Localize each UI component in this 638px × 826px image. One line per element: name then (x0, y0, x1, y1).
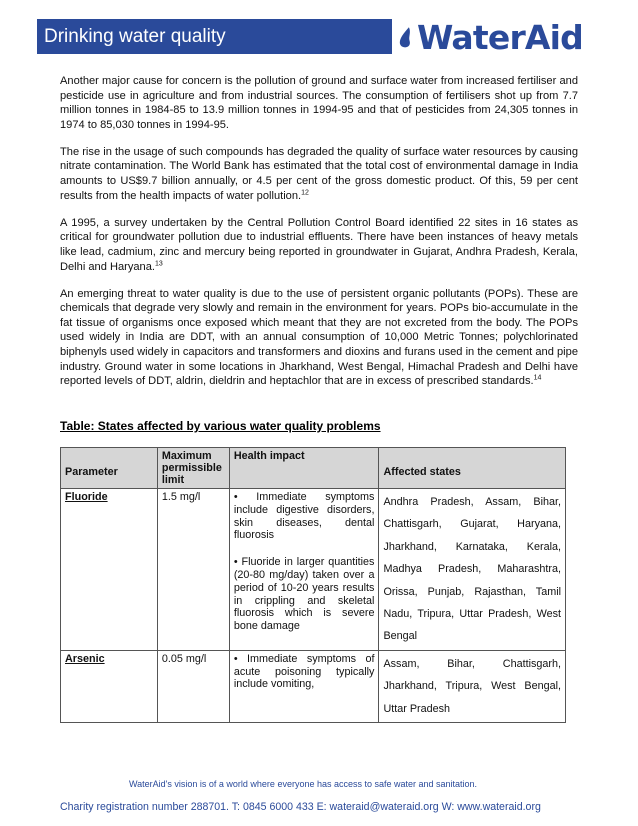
body-text (60, 74, 578, 401)
impact-item: • Fluoride in larger quantities (20-80 mg/day) taken over a period of 10-20 years results in crippling and skeletal fluorosis which is severe bone damage (234, 556, 375, 633)
header-health-impact: Health impact (229, 448, 379, 489)
header-title-bar (37, 19, 392, 54)
table-title: Table: States affected by various water quality problems (60, 419, 381, 433)
limit-cell: 0.05 mg/l (157, 650, 229, 722)
contact-footer: Charity registration number 288701. T: 0845 6000 433 E: wateraid@wateraid.org W: www.wateraid.org (60, 801, 541, 813)
parameter-cell: Arsenic (61, 650, 158, 722)
document-title: Drinking water quality (44, 26, 226, 47)
footnote-ref[interactable]: 12 (301, 188, 309, 196)
water-drop-icon (398, 19, 415, 55)
vision-statement: WaterAid's vision is of a world where everyone has access to safe water and sanitation. (129, 779, 478, 789)
impact-item: • Immediate symptoms include digestive disorders, skin diseases, dental fluorosis (234, 491, 375, 542)
footnote-ref[interactable]: 14 (533, 374, 542, 382)
wateraid-logo (398, 15, 583, 59)
footnote-ref[interactable]: 13 (154, 259, 163, 267)
table-row (61, 650, 566, 722)
states-table (60, 447, 566, 723)
impact-item: • Immediate symptoms of acute poisoning typically include vomiting, (234, 653, 375, 691)
health-impact-cell (229, 489, 379, 651)
paragraph-2: The rise in the usage of such compounds has degraded the quality of surface water resources by causing nitrate contamination. The World Bank has estimated that the total cost of environmental damage in India amounts to US$9.7 billion annually, or 4.5 per cent of the gross domestic product. Of this, 59 per cent results from the health impacts of water pollution.$^{12}$ (60, 145, 578, 202)
table-row (61, 489, 566, 651)
header-parameter: Parameter (61, 448, 158, 489)
affected-states-cell: Andhra Pradesh, Assam, Bihar, Chattisgarh, Gujarat, Haryana, Jharkhand, Karnataka, Kerala, Madhya Pradesh, Maharashtra, Orissa, Punjab, Rajasthan, Tamil Nadu, Tripura, Uttar Pradesh, West Bengal (379, 489, 566, 651)
health-impact-cell (229, 650, 379, 722)
logo-wordmark: WaterAid (417, 17, 583, 57)
paragraph-1: Another major cause for concern is the pollution of ground and surface water from increased fertiliser and pesticide use in agriculture and from industrial sources. The consumption of fertilisers shot up from 7.7 million tonnes in 1984-85 to 13.9 million tonnes in 1994-95 and that of pesticides from 24,305 tonnes in 1974 to 85,030 tonnes in 1994-95. (60, 75, 578, 131)
header-affected-states: Affected states (379, 448, 566, 489)
paragraph-3: A 1995, a survey undertaken by the Central Pollution Control Board identified 22 sites in 16 states as critical for groundwater pollution due to industrial effluents. There have been instances of heavy metals like lead, cadmium, zinc and mercury being reported in groundwater in Gujarat, Andhra Pradesh, Kerala, Delhi and Haryana.$^{13}$ (60, 216, 578, 273)
paragraph-4: An emerging threat to water quality is due to the use of persistent organic pollutants (POPs). These are chemicals that degrade very slowly and remain in the environment for years. POPs bio-accumulate in the fat tissue of organisms once exposed which meant that they are not excreted from the body. The POPs used widely in India are DDT, with an annual consumption of 10,000 Metric Tonnes; polychlorinated biphenyls used widely in capacitors and transformers and dioxins and furans used in the cement and pipe industry. Ground water in some locations in Jharkhand, West Bengal, Himachal Pradesh and Delhi have reported levels of DDT, aldrin, dieldrin and heptachlor that are in excess of prescribed standards.$^{14}$ (60, 287, 578, 388)
limit-cell: 1.5 mg/l (157, 489, 229, 651)
affected-states-cell: Assam, Bihar, Chattisgarh, Jharkhand, Tripura, West Bengal, Uttar Pradesh (379, 650, 566, 722)
header-limit: Maximum permissible limit (157, 448, 229, 489)
table-header-row (61, 448, 566, 489)
parameter-cell: Fluoride (61, 489, 158, 651)
